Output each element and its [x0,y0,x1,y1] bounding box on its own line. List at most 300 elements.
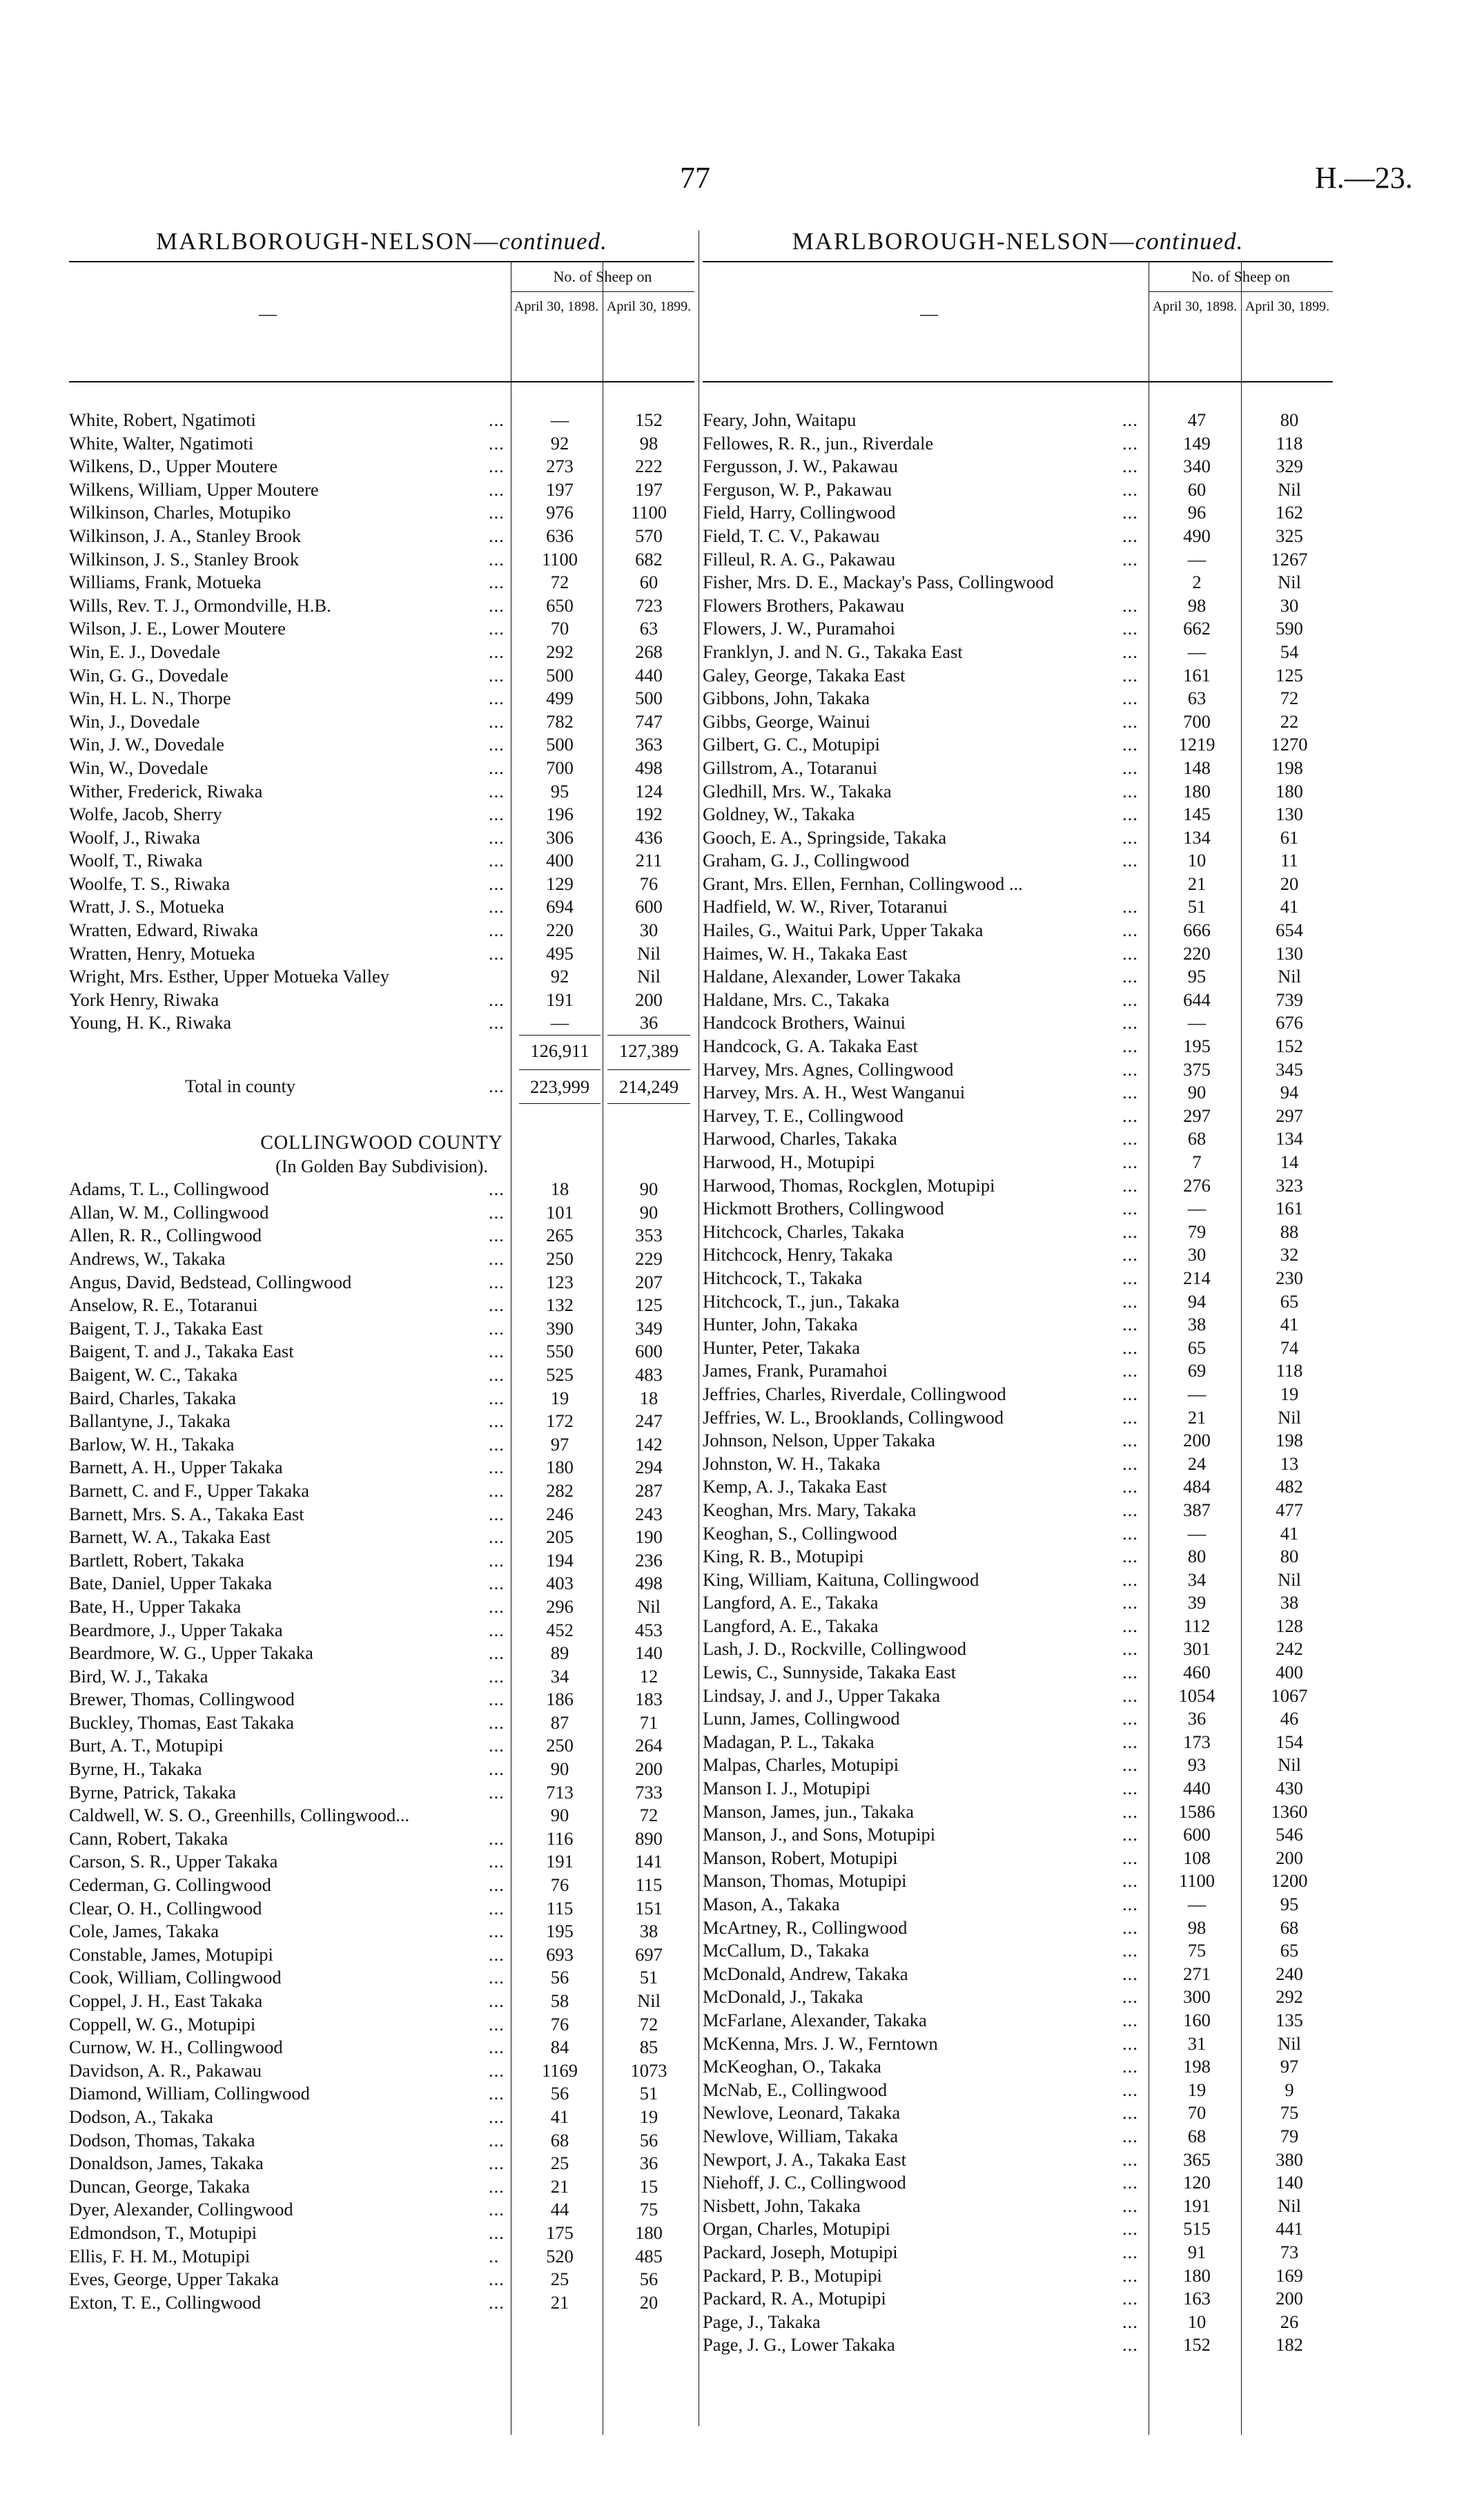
sheep-1899: 1360 [1271,1800,1308,1822]
holder-name: Bird, W. J., Takaka [69,1665,208,1687]
sheep-1898: 650 [546,594,574,616]
holder-name: Bate, H., Upper Takaka [69,1595,242,1617]
holder-name: Hunter, Peter, Takaka [703,1337,861,1358]
sheep-1899: 20 [1280,873,1299,894]
sheep-1899: 169 [1276,2264,1303,2286]
sheep-1899: 75 [639,2199,658,2220]
table-row [69,409,694,432]
leader-dots: ... [1122,1244,1138,1265]
sheep-1898: 195 [1183,1036,1211,1057]
leader-dots: ... [1122,1522,1138,1544]
holder-name: Grant, Mrs. Ellen, Fernhan, Collingwood ... [703,873,1023,894]
table-row [69,594,694,618]
leader-dots: ... [489,1967,505,1988]
sheep-1898: 76 [550,1874,569,1896]
sheep-1899: 79 [1280,2125,1299,2146]
table-row [69,1572,694,1595]
sheep-1898: 403 [546,1573,574,1594]
sheep-1899: 115 [635,1874,663,1896]
sheep-1899: 739 [1276,989,1303,1010]
sheep-1899: Nil [637,1990,661,2011]
sheep-1899: 26 [1280,2311,1299,2332]
table-row [69,664,694,688]
holder-name: Manson, Robert, Motupipi [703,1847,898,1868]
table-row [703,455,1333,478]
sheep-1898: 112 [1183,1615,1211,1636]
year-1898-header: April 30, 1898. [514,299,599,314]
sheep-1898: 173 [1183,1731,1211,1752]
table-row [69,2198,694,2222]
table-row [69,1340,694,1363]
sheep-1899: 430 [1276,1778,1303,1799]
table-row [703,1545,1333,1569]
holder-name: Win, J. W., Dovedale [69,734,224,755]
table-row [69,2291,694,2315]
sheep-1898: 500 [546,664,574,686]
holder-name: Field, T. C. V., Pakawau [703,525,880,546]
sheep-1898: 365 [1183,2148,1211,2170]
leader-dots: ... [1122,826,1138,848]
holder-name: McCallum, D., Takaka [703,1940,870,1961]
table-row [703,1499,1333,1522]
sheep-1898: 525 [546,1363,574,1385]
leader-dots: ... [1122,478,1138,500]
sheep-1899: 56 [639,2129,658,2151]
leader-dots: ... [1122,2172,1138,2193]
sheep-1898: 205 [546,1526,574,1548]
holder-name: Langford, A. E., Takaka [703,1592,879,1613]
sheep-1898: 1100 [1178,1870,1215,1892]
sheep-1898: 38 [1187,1314,1207,1335]
sheep-1898: 19 [550,1387,569,1408]
leader-dots: ... [1122,594,1138,616]
holder-name: Harvey, Mrs. A. H., West Wanganui [703,1082,966,1103]
sheep-1899: 41 [1280,896,1299,918]
sheep-1898: 94 [1187,1290,1207,1312]
sheep-1898: 96 [1187,502,1207,523]
table-row [703,1267,1333,1290]
table-row [69,687,694,710]
holder-name: Barlow, W. H., Takaka [69,1433,235,1455]
sheep-1898: 70 [1187,2102,1207,2124]
table-row [703,1197,1333,1221]
holder-name: Coppell, W. G., Motupipi [69,2013,256,2035]
sheep-1898: 500 [546,734,574,755]
holder-name: Young, H. K., Riwaka [69,1012,232,1033]
holder-name: Barnett, Mrs. S. A., Takaka East [69,1503,304,1524]
holder-name: Gillstrom, A., Totaranui [703,757,878,778]
holder-name: Gooch, E. A., Springside, Takaka [703,826,947,848]
sheep-1899: 264 [635,1735,663,1756]
holder-name: Carson, S. R., Upper Takaka [69,1851,278,1872]
sheep-1898: 296 [546,1595,574,1617]
leader-dots: ... [1122,2148,1138,2170]
sheep-1899: 135 [1276,2009,1303,2030]
leader-dots: ... [1122,664,1138,686]
leader-dots: ... [489,1711,505,1733]
holder-name: Allan, W. M., Collingwood [69,1201,269,1223]
holder-name: Harwood, Charles, Takaka [703,1128,897,1149]
table-row [69,1271,694,1294]
holder-name: Jeffries, Charles, Riverdale, Collingwood [703,1383,1006,1404]
sheep-1899: 211 [635,850,663,871]
sheep-1898: 246 [546,1503,574,1524]
holder-name: Manson, James, jun., Takaka [703,1800,915,1822]
table-row [703,1406,1333,1430]
leader-dots: ... [1122,2125,1138,2146]
table-row [69,1526,694,1549]
table-row [69,2129,694,2153]
sheep-1899: 1073 [630,2059,667,2081]
sheep-1898: — [1187,1383,1207,1404]
subtotal-1898: 126,911 [519,1035,601,1066]
sheep-1899: 142 [635,1433,663,1455]
holder-name: Edmondson, T., Motupipi [69,2222,257,2243]
sheep-1898: 495 [546,942,574,964]
leader-dots: ... [1122,1824,1138,1845]
sheep-1898: 31 [1187,2032,1207,2054]
total-label: Total in county [185,1076,296,1097]
holder-name: Fergusson, J. W., Pakawau [703,456,898,477]
sheep-1899: 74 [1280,1337,1299,1358]
holder-name: Madagan, P. L., Takaka [703,1731,875,1752]
holder-name: Franklyn, J. and N. G., Takaka East [703,641,963,662]
leader-dots: ... [1122,1847,1138,1868]
table-row [69,1734,694,1758]
holder-name: Haldane, Alexander, Lower Takaka [703,966,961,987]
sheep-1899: 36 [639,1012,658,1033]
sheep-1898: 68 [1187,1128,1207,1149]
table-row [703,2079,1333,2102]
sheep-1899: 134 [1276,1128,1303,1149]
sheep-1898: 195 [546,1921,574,1942]
leader-dots: ... [489,1271,505,1292]
sheep-1899: 192 [635,804,663,825]
sheep-1898: 30 [1187,1244,1207,1265]
table-row [69,617,694,641]
sheep-1899: 682 [635,548,663,570]
sheep-1898: 95 [550,780,569,802]
sheep-1898: — [1187,548,1207,570]
leader-dots: .. [489,2245,500,2266]
leader-dots: ... [1122,1986,1138,2008]
sheep-1898: 90 [550,1758,569,1780]
name-column-header: — [259,304,277,324]
table-row [69,2082,694,2106]
leader-dots: ... [1122,1615,1138,1636]
year-1898-header: April 30, 1898. [1152,299,1238,314]
sheep-1898: 976 [546,502,574,523]
holder-name: Angus, David, Bedstead, Collingwood [69,1271,352,1292]
table-row [703,1475,1333,1499]
leader-dots: ... [1122,1337,1138,1358]
sheep-1898: 84 [550,2037,569,2058]
sheep-1899: 76 [639,873,658,894]
sheep-1898: 98 [1187,1916,1207,1938]
sheep-1899: 11 [1280,850,1298,871]
holder-name: Baigent, W. C., Takaka [69,1363,238,1385]
sheep-1898: 10 [1187,850,1207,871]
leader-dots: ... [1122,1290,1138,1312]
table-row [703,2009,1333,2032]
leader-dots: ... [489,1387,505,1408]
sheep-1898: 132 [546,1294,574,1316]
sheep-1898: 250 [546,1248,574,1269]
sheep-1898: 97 [550,1433,569,1455]
table-row [703,2287,1333,2311]
sheep-1898: 2 [1192,572,1202,593]
sheep-1899: 349 [635,1317,663,1339]
sheep-1899: 140 [1276,2172,1303,2193]
sheep-1898: 25 [550,2153,569,2174]
sheep-header: No. of Sheep on [511,262,694,292]
sheep-1899: 118 [1276,432,1303,454]
table-row [703,1754,1333,1777]
holder-name: Dodson, Thomas, Takaka [69,2129,255,2151]
sheep-1898: 782 [546,710,574,732]
leader-dots: ... [489,1433,505,1455]
leader-dots: ... [489,1248,505,1269]
sheep-1898: 56 [550,1967,569,1988]
holder-name: Gledhill, Mrs. W., Takaka [703,780,892,802]
table-row [703,1429,1333,1453]
leader-dots: ... [489,1526,505,1548]
table-row [703,1707,1333,1731]
holder-name: Gibbons, John, Takaka [703,688,870,709]
sheep-1898: 123 [546,1271,574,1292]
leader-dots: ... [489,1178,505,1200]
sheep-1899: 51 [639,2083,658,2104]
table-row [703,873,1333,896]
holder-name: Barnett, A. H., Upper Takaka [69,1457,283,1478]
leader-dots: ... [1122,710,1138,732]
sheep-1899: 72 [639,2013,658,2035]
leader-dots: ... [1122,1894,1138,1914]
sheep-1899: 453 [635,1619,663,1640]
table-row [69,989,694,1012]
sheep-1898: 197 [546,478,574,500]
table-row [703,2264,1333,2288]
table-row [703,1290,1333,1314]
sheep-1898: 340 [1183,456,1211,477]
leader-dots: ... [489,1689,505,1710]
sheep-1899: 498 [635,1573,663,1594]
holder-name: Hickmott Brothers, Collingwood [703,1198,944,1219]
sheep-1899: 85 [639,2037,658,2058]
table-row [703,1569,1333,1592]
holder-name: Wills, Rev. T. J., Ormondville, H.B. [69,594,331,616]
table-row [703,478,1333,502]
leader-dots: ... [1122,1036,1138,1057]
table-row [69,1711,694,1735]
sheep-1898: 694 [546,896,574,918]
table-row [703,1011,1333,1035]
table-row [69,849,694,873]
sheep-1899: 294 [635,1457,663,1478]
holder-name: Brewer, Thomas, Collingwood [69,1689,295,1710]
holder-name: McNab, E., Collingwood [703,2079,888,2100]
leader-dots: ... [1122,1499,1138,1520]
holder-name: Kemp, A. J., Takaka East [703,1476,888,1497]
leader-dots: ... [489,734,505,755]
holder-name: Galey, George, Takaka East [703,664,906,686]
holder-name: Wilkinson, J. S., Stanley Brook [69,548,300,570]
table-row [703,1359,1333,1383]
sheep-1899: 68 [1280,1916,1299,1938]
leader-dots: ... [489,2291,505,2313]
sheep-1898: 47 [1187,409,1207,430]
holder-name: Wilkinson, J. A., Stanley Brook [69,525,302,546]
sheep-1898: 700 [546,757,574,778]
holder-name: Hailes, G., Waitui Park, Upper Takaka [703,920,984,941]
holder-name: Win, E. J., Dovedale [69,641,220,662]
table-row [69,1827,694,1851]
sheep-1898: 265 [546,1225,574,1246]
leader-dots: ... [1122,1430,1138,1451]
sheep-1899: 130 [1276,942,1303,964]
leader-dots: ... [1122,1546,1138,1567]
holder-name: Woolf, T., Riwaka [69,850,203,871]
sheep-1898: 301 [1183,1638,1211,1660]
holder-name: Manson, J., and Sons, Motupipi [703,1824,936,1845]
sheep-1899: Nil [637,1595,661,1617]
table-row [703,2311,1333,2334]
table-row [703,1127,1333,1151]
sheep-1898: 68 [550,2129,569,2151]
table-row [703,501,1333,525]
holder-name: Lewis, C., Sunnyside, Takaka East [703,1662,957,1683]
sheep-1899: 1267 [1271,548,1308,570]
holder-name: Dodson, A., Takaka [69,2106,213,2127]
leader-dots: ... [1122,2079,1138,2100]
table-row [69,1363,694,1387]
leader-dots: ... [1122,1870,1138,1892]
leader-dots: ... [489,2083,505,2104]
sheep-1899: Nil [1278,966,1301,987]
sheep-1899: 72 [639,1805,658,1826]
holder-name: Donaldson, James, Takaka [69,2153,264,2174]
leader-dots: ... [489,1758,505,1780]
sheep-1899: 287 [635,1479,663,1501]
table-row [703,1058,1333,1082]
holder-name: Johnston, W. H., Takaka [703,1453,881,1474]
holder-name: McKeoghan, O., Takaka [703,2056,881,2077]
table-row [69,2222,694,2245]
sheep-1898: 160 [1183,2009,1211,2030]
holder-name: Cole, James, Takaka [69,1921,219,1942]
sheep-1899: 676 [1276,1012,1303,1033]
leader-dots: ... [489,920,505,941]
holder-name: Win, W., Dovedale [69,757,208,778]
sheep-1898: 21 [550,2291,569,2313]
sheep-1898: 21 [1187,873,1207,894]
table-row [703,919,1333,942]
holder-name: White, Robert, Ngatimoti [69,409,256,430]
sheep-1899: 441 [1276,2218,1303,2240]
sheep-1898: 90 [1187,1082,1207,1103]
sheep-1898: 120 [1183,2172,1211,2193]
table-row [69,1503,694,1526]
sheep-1898: 21 [1187,1406,1207,1428]
leader-dots: ... [1122,2195,1138,2216]
leader-dots: ... [1122,942,1138,964]
leader-dots: ... [489,548,505,570]
sheep-1899: 477 [1276,1499,1303,1520]
sheep-1899: 73 [1280,2241,1299,2262]
sheep-1898: 271 [1183,1963,1211,1984]
holder-name: Mason, A., Takaka [703,1894,840,1914]
sheep-1898: 515 [1183,2218,1211,2240]
table-row [703,1661,1333,1685]
table-row [69,942,694,966]
sheep-1898: 292 [546,641,574,662]
leader-dots: ... [1122,989,1138,1010]
sheep-1899: 242 [1276,1638,1303,1660]
table-row [703,1939,1333,1963]
sheep-1899: 19 [639,2106,658,2127]
leader-dots: ... [1122,548,1138,570]
sheep-1899: 80 [1280,409,1299,430]
leader-dots: ... [1122,920,1138,941]
sheep-1899: 125 [1276,664,1303,686]
sheep-1898: 191 [546,989,574,1010]
sheep-1899: 198 [1276,757,1303,778]
sheep-1899: 240 [1276,1963,1303,1984]
holder-name: Davidson, A. R., Pakawau [69,2059,262,2081]
sheep-1899: 9 [1285,2079,1294,2100]
sheep-1899: 154 [1276,1731,1303,1752]
table-row [69,710,694,734]
table-row [69,1224,694,1248]
leader-dots: ... [1122,2009,1138,2030]
sheep-1898: 180 [1183,780,1211,802]
sheep-1898: 273 [546,456,574,477]
sheep-1899: 183 [635,1689,663,1710]
holder-name: Baigent, T. J., Takaka East [69,1317,263,1339]
sheep-1899: 75 [1280,2102,1299,2124]
holder-name: Exton, T. E., Collingwood [69,2291,262,2313]
sheep-1898: 300 [1183,1986,1211,2008]
sheep-1898: 68 [1187,2125,1207,2146]
sheep-1898: — [1187,1522,1207,1544]
sheep-1898: 666 [1183,920,1211,941]
holder-name: Newlove, William, Takaka [703,2125,899,2146]
leader-dots: ... [489,780,505,802]
holder-name: Clear, O. H., Collingwood [69,1897,262,1919]
table-row [69,1943,694,1967]
holder-name: Johnson, Nelson, Upper Takaka [703,1430,935,1451]
sheep-1899: 723 [635,594,663,616]
leader-dots: ... [489,664,505,686]
table-row [69,826,694,850]
holder-name: Baird, Charles, Takaka [69,1387,236,1408]
leader-dots: ... [489,1827,505,1849]
sheep-1898: 92 [550,966,569,987]
sheep-1899: 141 [635,1851,663,1872]
sheep-1898: 220 [546,920,574,941]
sheep-1898: — [1187,1012,1207,1033]
sheep-1899: 268 [635,641,663,662]
sheep-1899: 1067 [1271,1685,1308,1706]
leader-dots: ... [489,1549,505,1571]
table-row [703,525,1333,548]
holder-name: Win, G. G., Dovedale [69,664,228,686]
sheep-1898: 69 [1187,1360,1207,1381]
table-row [703,1522,1333,1546]
table-row [69,1619,694,1642]
leader-dots: ... [489,688,505,709]
leader-dots: ... [1122,525,1138,546]
